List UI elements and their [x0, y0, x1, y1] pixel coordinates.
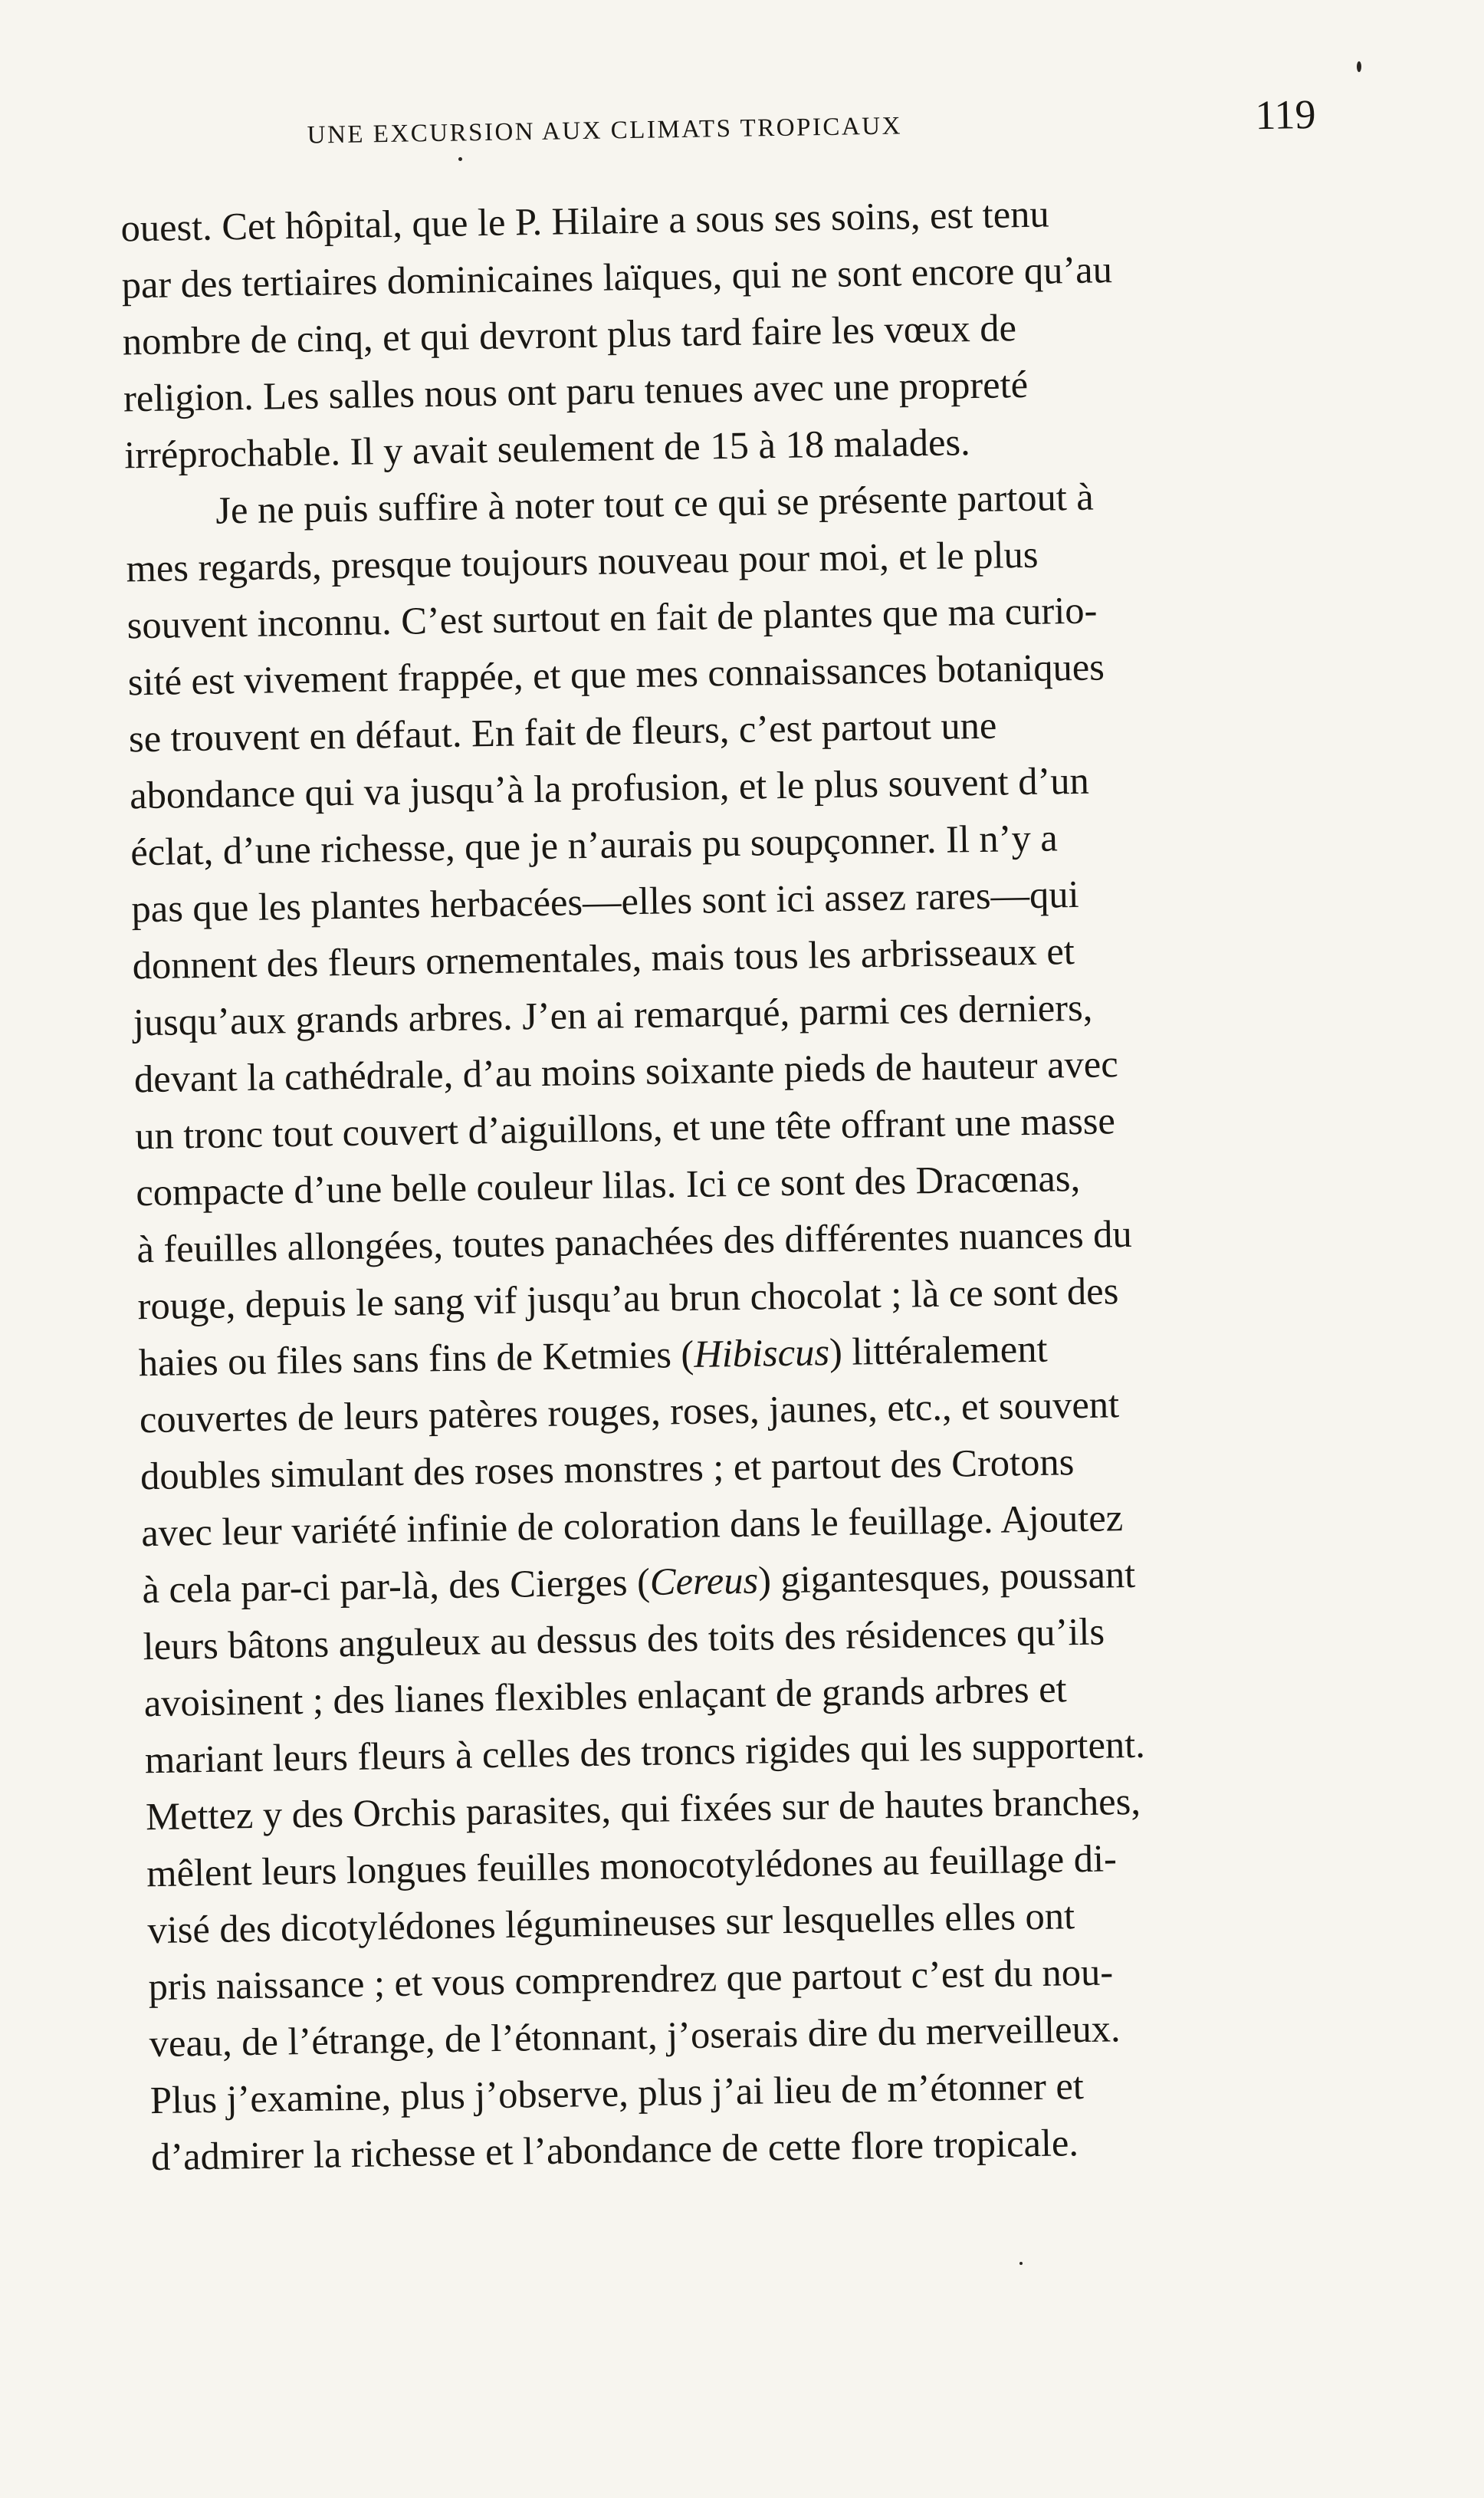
text-line: pris naissance ; et vous comprendrez que partout c’est du nou- — [148, 1950, 1114, 2009]
text-line: par des tertiaires dominicaines laïques, qui ne sont encore qu’au — [121, 248, 1113, 307]
text-line: mes regards, presque toujours nouveau pour moi, et le plus — [126, 532, 1039, 590]
text-line: mêlent leurs longues feuilles monocotylédones au feuillage di- — [146, 1836, 1118, 1895]
text-line: avec leur variété infinie de coloration dans le feuillage. Ajoutez — [140, 1496, 1124, 1555]
text-line: veau, de l’étrange, de l’étonnant, j’oserais dire du merveilleux. — [149, 2007, 1121, 2066]
text-line: doubles simulant des roses monstres ; et partout des Crotons — [140, 1440, 1075, 1498]
text-line: Je ne puis suffire à noter tout ce qui se présente partout à — [215, 475, 1095, 532]
text-line: religion. Les salles nous ont paru tenues avec une propreté — [123, 362, 1029, 420]
latin-name: Cereus — [649, 1558, 759, 1603]
text-line: à cela par-ci par-là, des Cierges (Cereus) gigantesques, poussant — [142, 1552, 1136, 1612]
text-line: sité est vivement frappée, et que mes connaissances botaniques — [127, 645, 1105, 704]
text-line: devant la cathédrale, d’au moins soixante pieds de hauteur avec — [133, 1042, 1119, 1101]
page-number: 119 — [1254, 90, 1316, 139]
text-line: éclat, d’une richesse, que je n’aurais pu soupçonner. Il n’y a — [130, 816, 1059, 874]
text-line: à feuilles allongées, toutes panachées des différentes nuances du — [136, 1211, 1133, 1271]
text-line: ouest. Cet hôpital, que le P. Hilaire a sous ses soins, est tenu — [120, 192, 1050, 250]
text-line: abondance qui va jusqu’à la profusion, et le plus souvent d’un — [129, 758, 1090, 817]
text-line: leurs bâtons anguleux au dessus des toits des résidences qu’ils — [143, 1609, 1105, 1668]
text-line: nombre de cinq, et qui devront plus tard faire les vœux de — [122, 306, 1017, 363]
text-line: d’admirer la richesse et l’abondance de cette flore tropicale. — [150, 2121, 1079, 2179]
text-line: irréprochable. Il y avait seulement de 15 à 18 malades. — [123, 420, 971, 477]
text-line: visé des dicotylédones légumineuses sur lesquelles elles ont — [147, 1894, 1075, 1952]
text-line: Mettez y des Orchis parasites, qui fixées sur de hautes branches, — [145, 1779, 1141, 1839]
text-line: jusqu’aux grands arbres. J’en ai remarqué, parmi ces derniers, — [133, 985, 1093, 1044]
text-line: Plus j’examine, plus j’observe, plus j’ai lieu de m’étonner et — [149, 2064, 1085, 2122]
scan-speck — [1357, 61, 1361, 72]
text-line: se trouvent en défaut. En fait de fleurs, c’est partout une — [128, 703, 997, 761]
text-line: compacte d’une belle couleur lilas. Ici ce sont des Dracœnas, — [135, 1155, 1081, 1214]
text-line: un tronc tout couvert d’aiguillons, et une tête offrant une masse — [134, 1099, 1116, 1158]
text-line: souvent inconnu. C’est surtout en fait de plantes que ma curio- — [126, 588, 1098, 647]
text-line: avoisinent ; des lianes flexibles enlaçant de grands arbres et — [143, 1667, 1067, 1725]
scan-speck — [1019, 2262, 1023, 2265]
paragraph-1 — [120, 181, 1321, 483]
text-line: mariant leurs fleurs à celles des troncs rigides qui les supportent. — [144, 1722, 1146, 1782]
scan-speck — [458, 157, 462, 161]
text-line: haies ou files sans fins de Ketmies (Hibiscus) littéralement — [138, 1326, 1048, 1385]
running-head — [119, 84, 1316, 165]
text-line: pas que les plantes herbacées—elles sont ici assez rares—qui — [131, 872, 1079, 931]
text-line: rouge, depuis le sang vif jusqu’au brun chocolat ; là ce sont des — [137, 1269, 1119, 1328]
text-line: couvertes de leurs patères rouges, roses, jaunes, etc., et souvent — [139, 1382, 1120, 1441]
text-line: donnent des fleurs ornementales, mais tous les arbrisseaux et — [132, 929, 1075, 988]
running-title: UNE EXCURSION AUX CLIMATS TROPICAUX — [307, 112, 903, 150]
latin-name: Hibiscus — [693, 1330, 830, 1376]
body-text — [120, 181, 1347, 2185]
paragraph-2 — [125, 465, 1348, 2185]
